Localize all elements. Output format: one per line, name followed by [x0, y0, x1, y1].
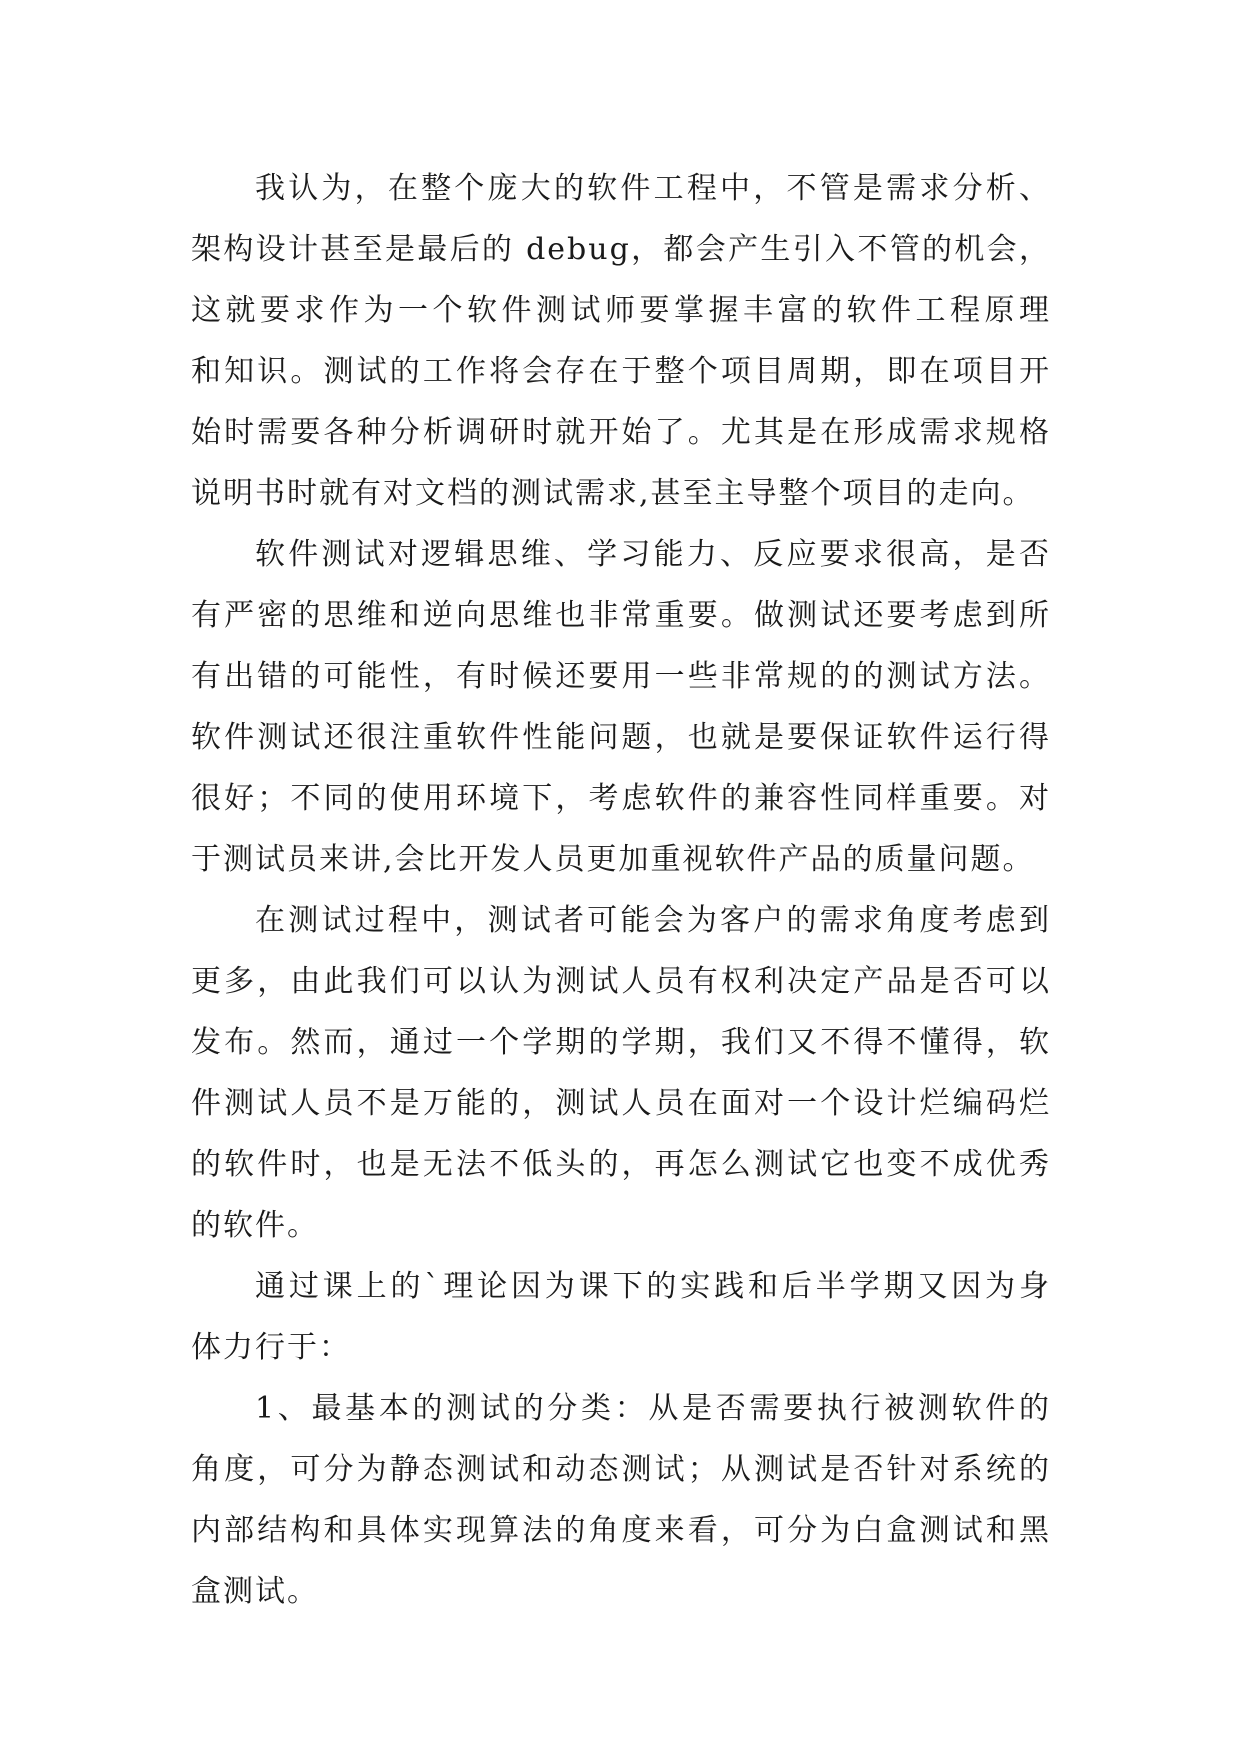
paragraph-2 — [191, 524, 1051, 890]
document-body — [191, 158, 1051, 1622]
text-line: 1、最基本的测试的分类：从是否需要执行被测软件的 — [255, 1391, 1051, 1426]
text-line: 有严密的思维和逆向思维也非常重要。做测试还要考虑到所 — [191, 598, 1051, 633]
text-line: 始时需要各种分析调研时就开始了。尤其是在形成需求规格 — [191, 415, 1051, 450]
text-line: 在测试过程中，测试者可能会为客户的需求角度考虑到 — [255, 903, 1051, 938]
text-line: 我认为，在整个庞大的软件工程中，不管是需求分析、 — [255, 171, 1051, 206]
text-line: 这就要求作为一个软件测试师要掌握丰富的软件工程原理 — [191, 293, 1051, 328]
paragraph-1 — [191, 158, 1051, 524]
text-line: 发布。然而，通过一个学期的学期，我们又不得不懂得，软 — [191, 1025, 1051, 1060]
text-line: 通过课上的`理论因为课下的实践和后半学期又因为身 — [255, 1269, 1051, 1304]
text-line: 内部结构和具体实现算法的角度来看，可分为白盒测试和黑 — [191, 1513, 1051, 1548]
text-line: 于测试员来讲,会比开发人员更加重视软件产品的质量问题。 — [191, 842, 1035, 877]
text-line: 软件测试对逻辑思维、学习能力、反应要求很高，是否 — [255, 537, 1051, 572]
text-line: 说明书时就有对文档的测试需求,甚至主导整个项目的走向。 — [191, 476, 1035, 511]
paragraph-3 — [191, 890, 1051, 1256]
text-line: 的软件时，也是无法不低头的，再怎么测试它也变不成优秀 — [191, 1147, 1051, 1182]
text-line: 件测试人员不是万能的，测试人员在面对一个设计烂编码烂 — [191, 1086, 1051, 1121]
text-line: 的软件。 — [191, 1208, 319, 1243]
text-line: 软件测试还很注重软件性能问题，也就是要保证软件运行得 — [191, 720, 1051, 755]
text-line: 架构设计甚至是最后的 debug，都会产生引入不管的机会， — [191, 232, 1051, 267]
text-line: 很好；不同的使用环境下，考虑软件的兼容性同样重要。对 — [191, 781, 1051, 816]
text-line: 体力行于： — [191, 1330, 351, 1365]
text-line: 角度，可分为静态测试和动态测试；从测试是否针对系统的 — [191, 1452, 1051, 1487]
text-line: 更多，由此我们可以认为测试人员有权利决定产品是否可以 — [191, 964, 1051, 999]
text-line: 盒测试。 — [191, 1574, 319, 1609]
text-line: 和知识。测试的工作将会存在于整个项目周期，即在项目开 — [191, 354, 1051, 389]
text-line: 有出错的可能性，有时候还要用一些非常规的的测试方法。 — [191, 659, 1051, 694]
paragraph-4 — [191, 1256, 1051, 1378]
paragraph-5 — [191, 1378, 1051, 1622]
